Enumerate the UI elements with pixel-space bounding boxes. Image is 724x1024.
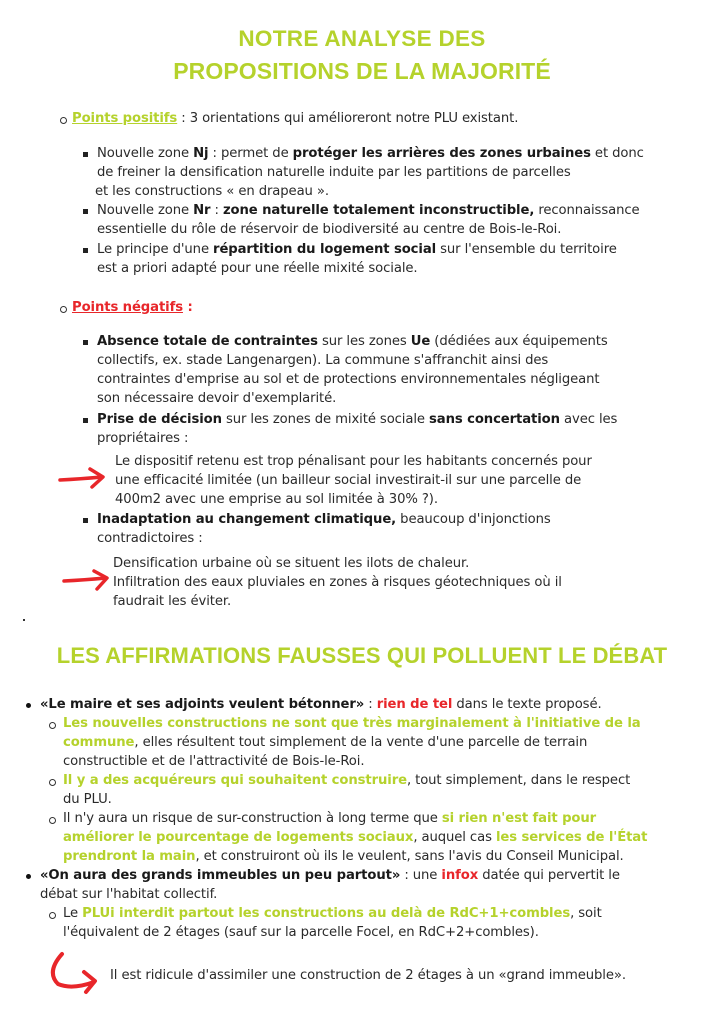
square-bullet-icon: [83, 248, 88, 253]
negatif-item-1: Absence totale de contraintes sur les zones Ue (dédiées aux équipements: [97, 334, 608, 349]
negatif-item-3-note: Densification urbaine où se situent les ilots de chaleur.: [113, 556, 470, 571]
claim-1-sub-3-line3: prendront la main, et construiront où ils le veulent, sans l'avis du Conseil Municipal.: [63, 849, 624, 864]
claim-1-sub-2: Il y a des acquéreurs qui souhaitent construire, tout simplement, dans le respect: [63, 773, 631, 788]
negatif-item-1-line3: contraintes d'emprise au sol et de protections environnementales négligeant: [97, 372, 600, 387]
claim-2: «On aura des grands immeubles un peu partout» : une infox datée qui pervertit le: [40, 868, 620, 883]
dot-bullet-icon: [26, 874, 31, 879]
claim-2-sub-1: Le PLUi interdit partout les constructions au delà de RdC+1+combles, soit: [63, 906, 602, 921]
section2-title: LES AFFIRMATIONS FAUSSES QUI POLLUENT LE DÉBAT: [56, 643, 668, 668]
square-bullet-icon: [83, 518, 88, 523]
circle-bullet-icon: [49, 779, 56, 786]
claim-2-sub-1-line2: l'équivalent de 2 étages (sauf sur la parcelle Focel, en RdC+2+combles).: [63, 925, 539, 940]
claim-2-line2: débat sur l'habitat collectif.: [40, 887, 218, 902]
negatif-item-2-note: 400m2 avec une emprise au sol limitée à 30% ?).: [115, 492, 438, 507]
stray-dot: [23, 619, 25, 621]
square-bullet-icon: [83, 209, 88, 214]
claim-2-conclusion: Il est ridicule d'assimiler une construction de 2 étages à un «grand immeuble».: [110, 968, 626, 983]
square-bullet-icon: [83, 152, 88, 157]
claim-1-sub-2-line2: du PLU.: [63, 792, 112, 807]
positif-item-2-line2: essentielle du rôle de réservoir de biodiversité au centre de Bois-le-Roi.: [97, 222, 562, 237]
red-arrow-right-icon: [62, 569, 112, 593]
circle-bullet-icon: [60, 306, 67, 313]
negatif-item-1-line4: son nécessaire devoir d'exemplarité.: [97, 391, 337, 406]
negatifs-heading: Points négatifs :: [72, 300, 193, 315]
positifs-heading: Points positifs : 3 orientations qui amélioreront notre PLU existant.: [72, 111, 519, 126]
negatif-item-2-note: une efficacité limitée (un bailleur social investirait-il sur une parcelle de: [115, 473, 582, 488]
claim-1-sub-1-line2: commune, elles résultent tout simplement de la vente d'une parcelle de terrain: [63, 735, 588, 750]
dot-bullet-icon: [26, 703, 31, 708]
negatif-item-1-line2: collectifs, ex. stade Langenargen). La commune s'affranchit ainsi des: [97, 353, 549, 368]
claim-1-sub-3-line2: améliorer le pourcentage de logements sociaux, auquel cas les services de l'État: [63, 830, 648, 845]
negatif-item-2-line2: propriétaires :: [97, 431, 189, 446]
claim-1-sub-1-line3: constructible et de l'attractivité de Bois-le-Roi.: [63, 754, 365, 769]
circle-bullet-icon: [49, 817, 56, 824]
claim-1-sub-3: Il n'y aura un risque de sur-construction à long terme que si rien n'est fait pour: [63, 811, 597, 826]
positif-item-3-line2: est a priori adapté pour une réelle mixité sociale.: [97, 261, 418, 276]
square-bullet-icon: [83, 340, 88, 345]
section1-title-line2: PROPOSITIONS DE LA MAJORITÉ: [173, 58, 551, 84]
square-bullet-icon: [83, 418, 88, 423]
negatif-item-3: Inadaptation au changement climatique, beaucoup d'injonctions: [97, 512, 551, 527]
circle-bullet-icon: [60, 117, 67, 124]
negatif-item-2: Prise de décision sur les zones de mixité sociale sans concertation avec les: [97, 412, 618, 427]
section1-title-line1: NOTRE ANALYSE DES: [238, 26, 486, 51]
negatif-item-3-line2: contradictoires :: [97, 531, 203, 546]
positif-item-2: Nouvelle zone Nr : zone naturelle totalement inconstructible, reconnaissance: [97, 203, 640, 218]
red-curved-arrow-icon: [44, 950, 104, 1000]
claim-1-sub-1: Les nouvelles constructions ne sont que très marginalement à l'initiative de la: [63, 716, 641, 731]
positif-item-1-line2: de freiner la densification naturelle induite par les partitions de parcelles: [97, 165, 571, 180]
negatif-item-2-note: Le dispositif retenu est trop pénalisant pour les habitants concernés pour: [115, 454, 592, 469]
positifs-label: Points positifs: [72, 111, 178, 126]
positif-item-1-line3: et les constructions « en drapeau ».: [95, 184, 329, 199]
negatifs-label: Points négatifs: [72, 300, 183, 315]
negatif-item-3-note: faudrait les éviter.: [113, 594, 232, 609]
claim-1: «Le maire et ses adjoints veulent bétonner» : rien de tel dans le texte proposé.: [40, 697, 602, 712]
positif-item-3: Le principe d'une répartition du logement social sur l'ensemble du territoire: [97, 242, 617, 257]
negatif-item-3-note: Infiltration des eaux pluviales en zones à risques géotechniques où il: [113, 575, 562, 590]
red-arrow-right-icon: [58, 466, 108, 490]
circle-bullet-icon: [49, 722, 56, 729]
positif-item-1: Nouvelle zone Nj : permet de protéger les arrières des zones urbaines et donc: [97, 146, 644, 161]
circle-bullet-icon: [49, 912, 56, 919]
